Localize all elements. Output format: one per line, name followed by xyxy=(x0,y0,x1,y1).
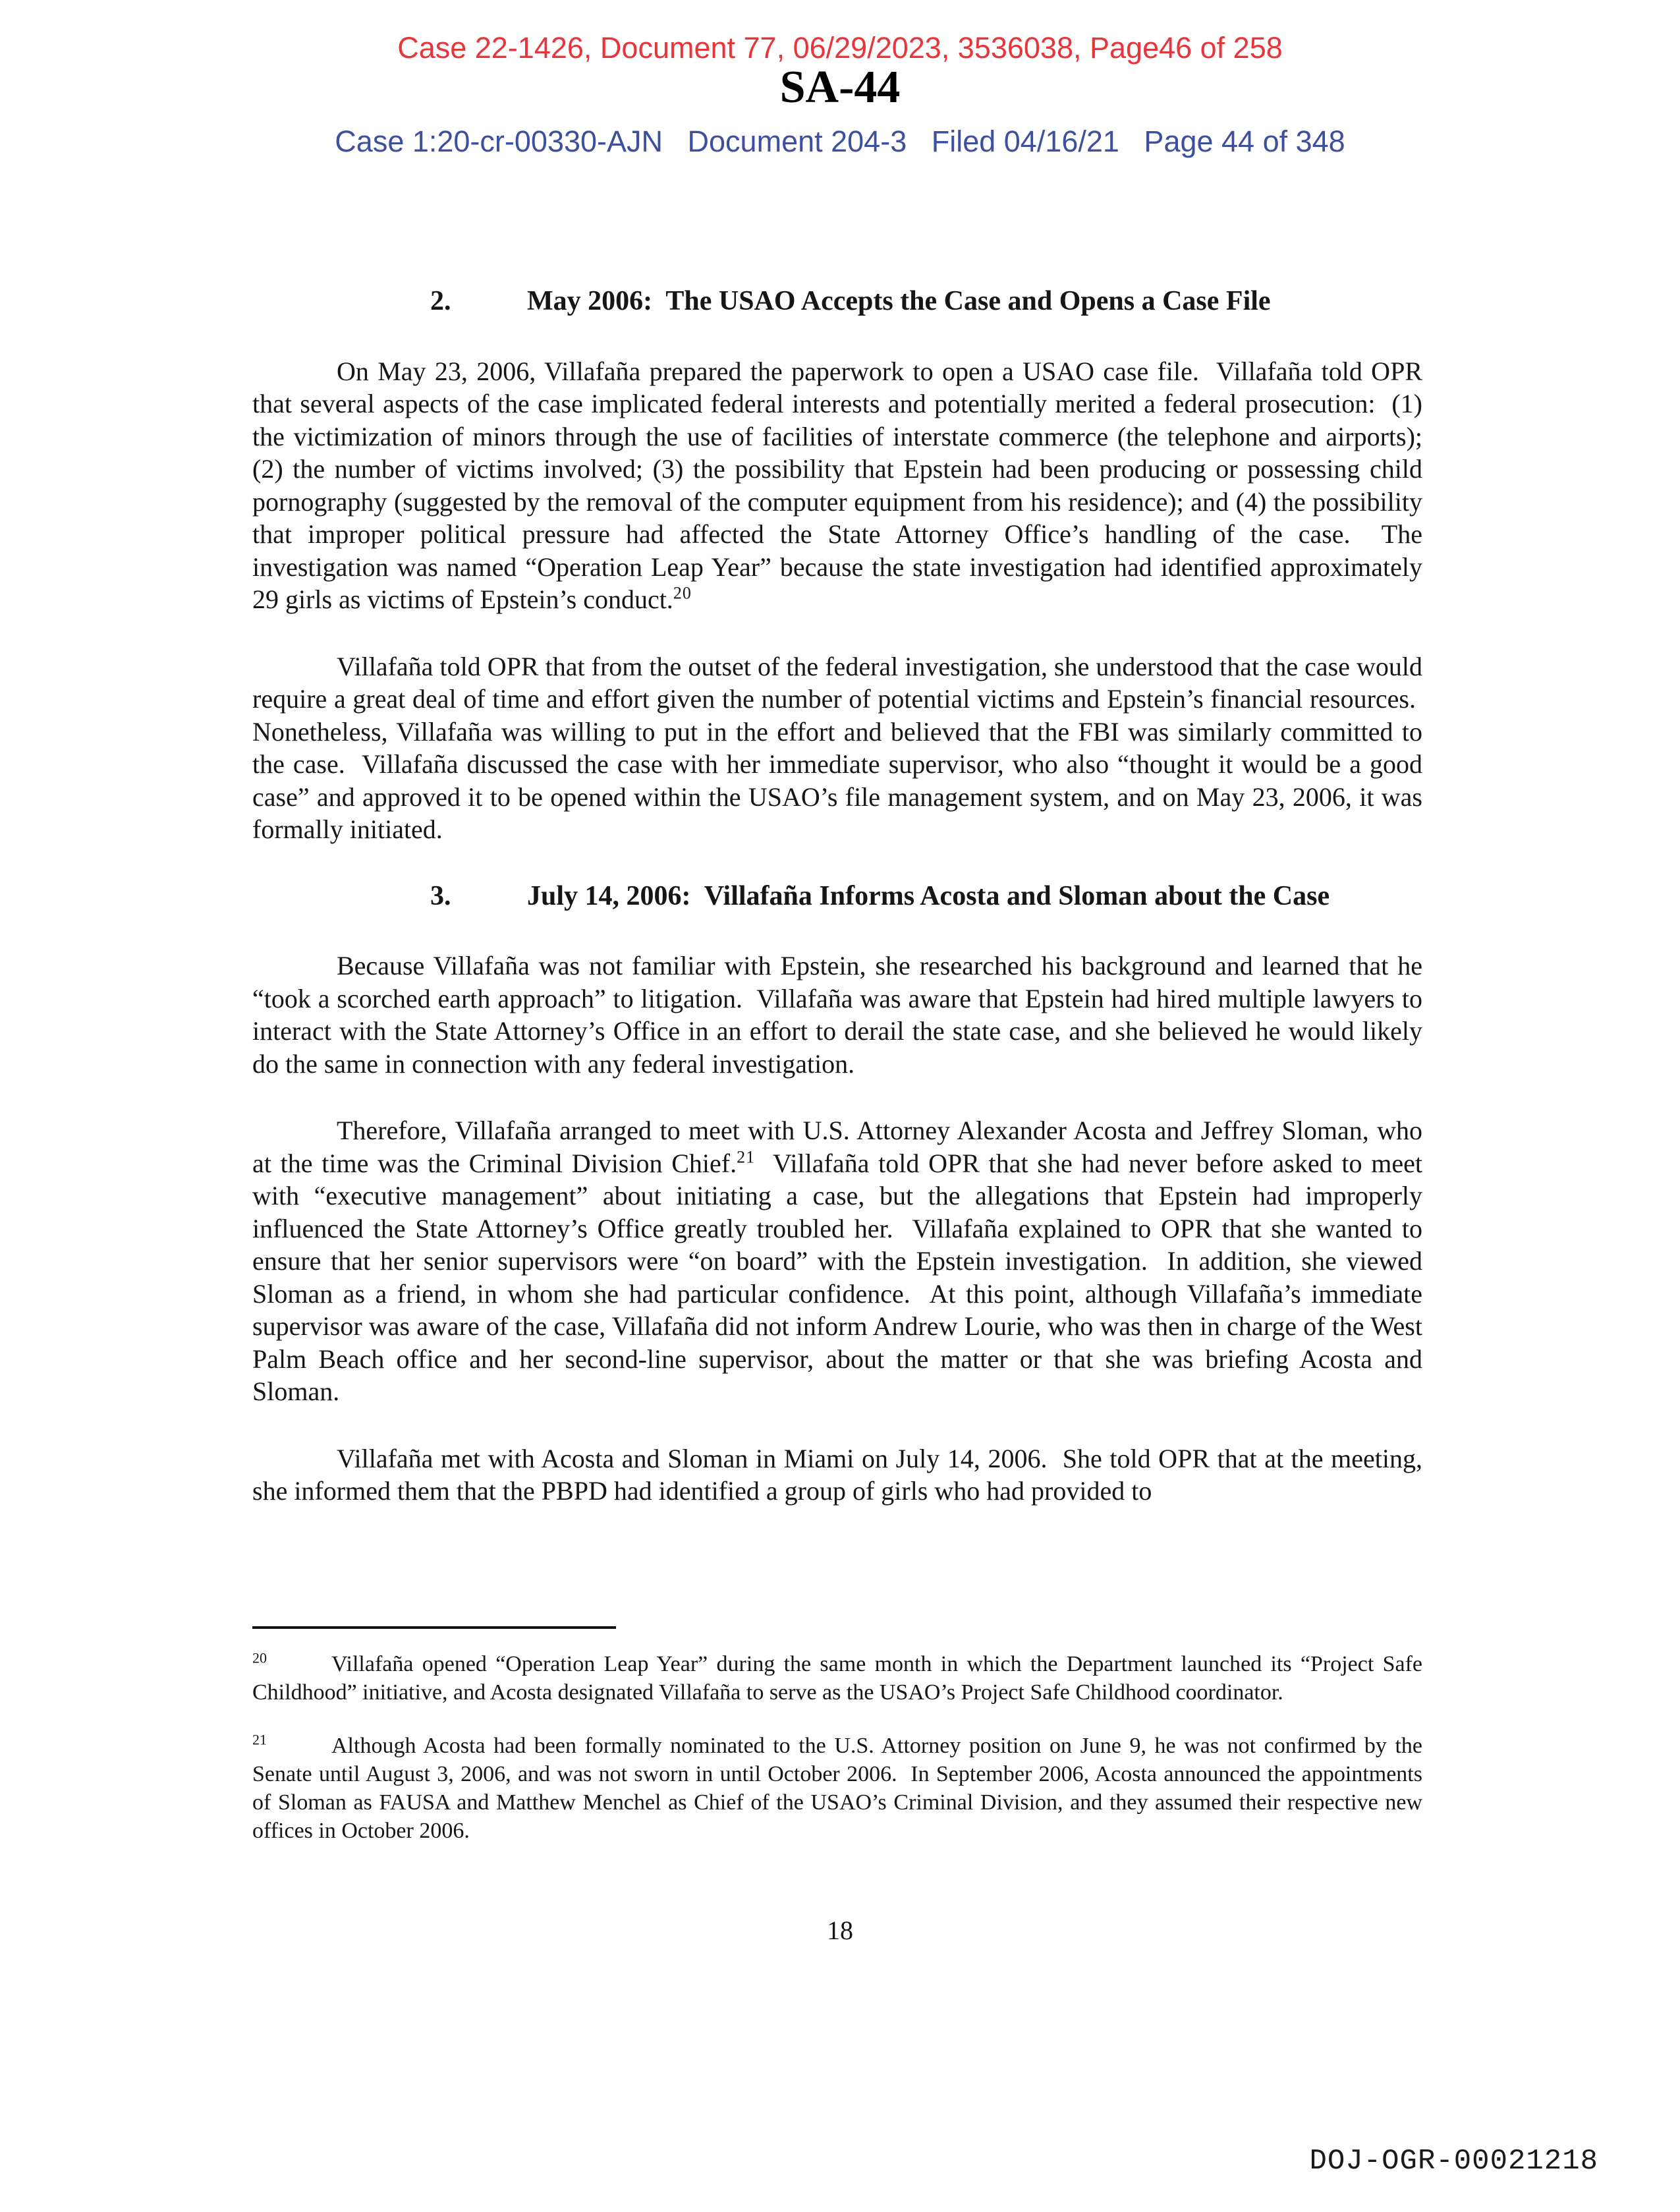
heading-number: 3. xyxy=(430,880,451,911)
page-number: 18 xyxy=(827,1915,853,1945)
sa-page-label: SA-44 xyxy=(779,62,901,113)
body-paragraph: Villafaña told OPR that from the outset of the federal investigation, she understood that the case would require a great deal of time and effort given the number of potential victims and Epstein’s financial resources. Nonetheless, Villafaña was willing to put in the effort and believed that the FBI was similarly committed to the case. Villafaña discussed the case with her immediate supervisor, who also “thought it would be a good case” and approved it to be opened within the USAO’s file management system, and on May 23, 2006, it was formally initiated. xyxy=(252,651,1422,844)
body-paragraph: Therefore, Villafaña arranged to meet with U.S. Attorney Alexander Acosta and Jeffrey Sloman, who at the time was the Criminal Division Chief.$^{21}$ Villafaña told OPR that she had never before asked to meet with “executive management” about initiating a case, but the allegations that Epstein had improperly influenced the State Attorney’s Office greatly troubled her. Villafaña explained to OPR that she wanted to ensure that her senior supervisors were “on board” with the Epstein investigation. In addition, she viewed Sloman as a friend, in whom she had particular confidence. At this point, although Villafaña’s immediate supervisor was aware of the case, Villafaña did not inform Andrew Lourie, who was then in charge of the West Palm Beach office and her second-line supervisor, about the matter or that she was briefing Acosta and Sloman. xyxy=(252,1116,1422,1406)
footnote-item xyxy=(252,1650,1422,1707)
section-heading xyxy=(252,880,1422,913)
body-paragraph: Because Villafaña was not familiar with Epstein, she researched his background and learned that he “took a scorched earth approach” to litigation. Villafaña was aware that Epstein had hired multiple lawyers to interact with the State Attorney’s Office in an effort to derail the state case, and she believed he would likely do the same in connection with any federal investigation. xyxy=(252,951,1422,1079)
footnote-number: 21 xyxy=(252,1731,267,1748)
heading-title: May 2006: The USAO Accepts the Case and Opens a Case File xyxy=(527,286,1271,316)
body-paragraph: On May 23, 2006, Villafaña prepared the paperwork to open a USAO case file. Villafaña told OPR that several aspects of the case implicated federal interests and potentially merited a federal prosecution: (1) the victimization of minors through the use of facilities of interstate commerce (the telephone and airports); (2) the number of victims involved; (3) the possibility that Epstein had been producing or possessing child pornography (suggested by the removal of the computer equipment from his residence); and (4) the possibility that improper political pressure had affected the State Attorney Office’s handling of the case. The investigation was named “Operation Leap Year” because the state investigation had identified approximately 29 girls as victims of Epstein’s conduct.$^{20}$ xyxy=(252,356,1422,614)
footnote-reference: 21 xyxy=(737,1147,756,1167)
footnote-text: Villafaña opened “Operation Leap Year” during the same month in which the Department launched its “Project Safe Childhood” initiative, and Acosta designated Villafaña to serve as the USAO’s Project Safe Childhood coordinator. xyxy=(252,1652,1422,1705)
appellate-case-header: Case 22-1426, Document 77, 06/29/2023, 3536038, Page46 of 258 xyxy=(397,31,1283,65)
footnote-item xyxy=(252,1732,1422,1845)
body-paragraph: Villafaña met with Acosta and Sloman in Miami on July 14, 2006. She told OPR that at the meeting, she informed them that the PBPD had identified a group of girls who had provided to xyxy=(252,1443,1422,1506)
footnote-separator xyxy=(252,1626,616,1629)
footnote-list xyxy=(252,1650,1422,1845)
document-body xyxy=(252,285,1422,1542)
heading-number: 2. xyxy=(430,286,451,316)
footnotes-section xyxy=(252,1626,1422,1870)
footnote-reference: 20 xyxy=(673,583,692,603)
section-heading xyxy=(252,285,1422,318)
heading-title: July 14, 2006: Villafaña Informs Acosta and Sloman about the Case xyxy=(527,880,1330,911)
bates-stamp: DOJ-OGR-00021218 xyxy=(1309,2145,1598,2178)
district-case-header: Case 1:20-cr-00330-AJN Document 204-3 Filed 04/16/21 Page 44 of 348 xyxy=(335,125,1345,158)
footnote-text: Although Acosta had been formally nominated to the U.S. Attorney position on June 9, he was not confirmed by the Senate until August 3, 2006, and was not sworn in until October 2006. In September 2006, Acosta announced the appointments of Sloman as FAUSA and Matthew Menchel as Chief of the USAO’s Criminal Division, and they assumed their respective new offices in October 2006. xyxy=(252,1734,1422,1843)
footnote-number: 20 xyxy=(252,1649,267,1666)
